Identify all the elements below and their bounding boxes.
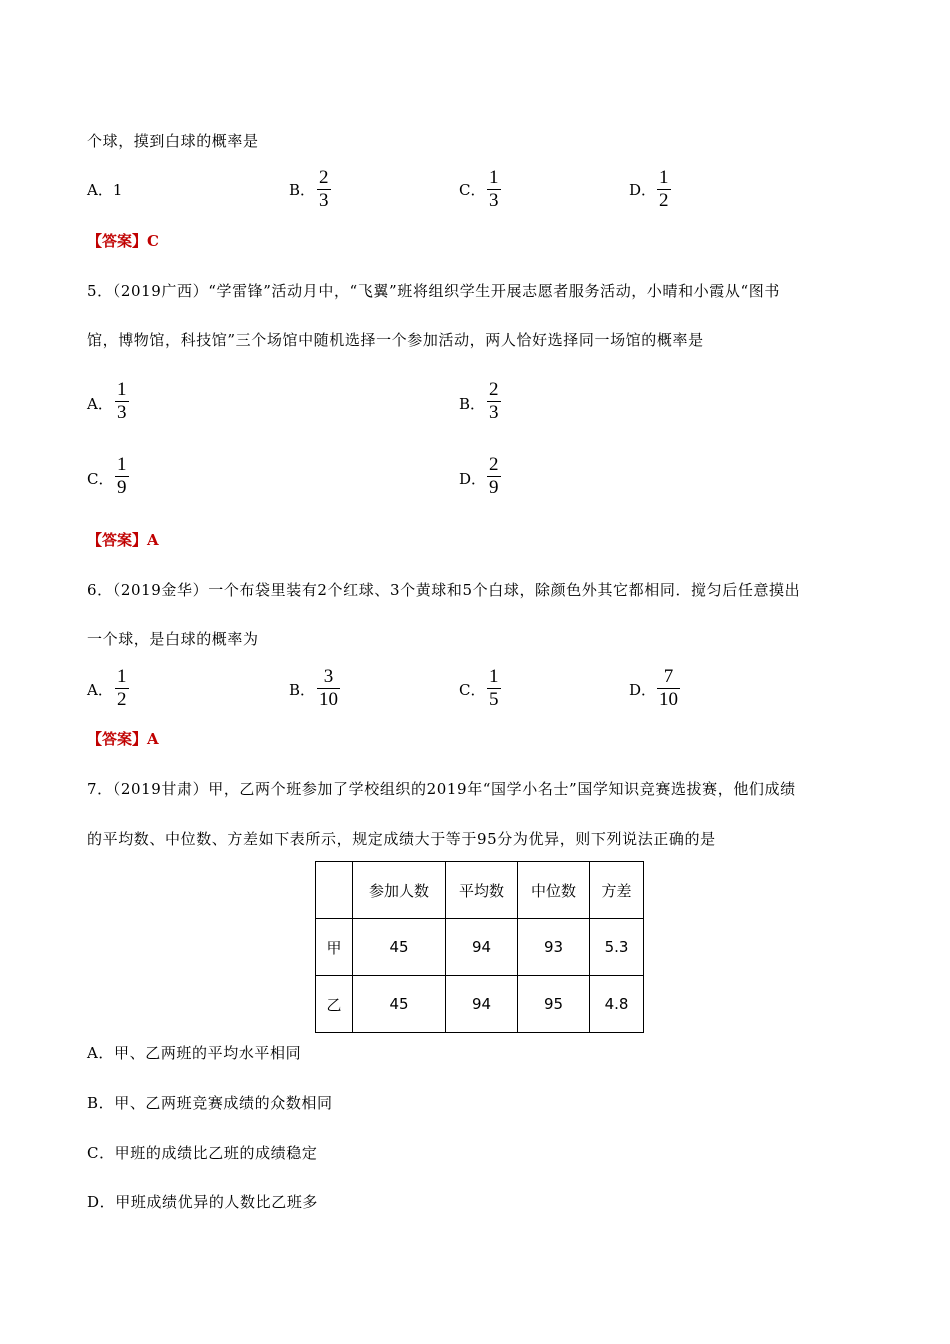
q7-option-b: B．甲、乙两班竞赛成绩的众数相同 [87,1094,333,1112]
q7-stem-line1: 7．（2019甘肃）甲，乙两个班参加了学校组织的2019年“国学小名士”国学知识竞赛选拔赛，他们成绩 [87,780,796,798]
table-row [316,919,644,976]
denominator: 9 [117,477,127,498]
denominator: 3 [489,402,499,423]
q6-stem-line2: 一个球，是白球的概率为 [87,630,259,648]
q7-stem-line2: 的平均数、中位数、方差如下表所示，规定成绩大于等于95分为优异，则下列说法正确的是 [87,830,716,848]
table-cell: 95 [518,976,590,1033]
fraction [116,666,128,711]
numerator: 1 [489,167,499,188]
table-cell: 45 [353,919,446,976]
option-label: D． [629,181,657,199]
option-label: B． [289,181,316,199]
denominator: 9 [489,477,499,498]
numerator: 1 [659,167,669,188]
table-cell: 5.3 [590,919,644,976]
q7-option-c: C．甲班的成绩比乙班的成绩稳定 [87,1144,318,1162]
denominator: 5 [489,689,499,710]
numerator: 2 [489,379,499,400]
option-label: B． [289,681,316,699]
denominator: 3 [489,190,499,211]
fraction [318,167,330,212]
fraction [488,454,500,499]
header-cell: 平均数 [446,862,518,919]
q5-stem-line2: 馆，博物馆，科技馆”三个场馆中随机选择一个参加活动，两人恰好选择同一场馆的概率是 [87,331,704,349]
fraction [658,167,670,212]
header-cell: 方差 [590,862,644,919]
table-cell: 93 [518,919,590,976]
q6-answer: 【答案】A [87,730,159,748]
option-label: C． [459,181,486,199]
numerator: 1 [117,666,127,687]
q4-stem-tail: 个球，摸到白球的概率是 [87,132,259,150]
numerator: 2 [489,454,499,475]
header-cell [316,862,353,919]
q6-stem-line1: 6．（2019金华）一个布袋里装有2个红球、3个黄球和5个白球，除颜色外其它都相同．搅匀后任意摸出 [87,581,801,599]
denominator: 10 [319,689,338,710]
option-label: D． [629,681,657,699]
option-label: A． [87,681,113,699]
option-label: D． [459,470,487,488]
fraction [658,666,679,711]
numerator: 1 [489,666,499,687]
option-label: A．1 [87,181,123,199]
header-cell: 参加人数 [353,862,446,919]
fraction [116,379,128,424]
denominator: 2 [117,689,127,710]
denominator: 3 [117,402,127,423]
scores-table [315,861,644,1033]
q7-option-a: A．甲、乙两班的平均水平相同 [87,1044,302,1062]
fraction [318,666,339,711]
denominator: 2 [659,190,669,211]
table-row [316,976,644,1033]
numerator: 1 [117,379,127,400]
q4-answer: 【答案】C [87,232,159,250]
header-cell: 中位数 [518,862,590,919]
table-cell: 甲 [316,919,353,976]
numerator: 2 [319,167,329,188]
table-cell: 4.8 [590,976,644,1033]
numerator: 3 [323,666,334,687]
denominator: 3 [319,190,329,211]
numerator: 7 [663,666,674,687]
fraction [488,666,500,711]
option-label: B． [459,395,486,413]
option-label: C． [459,681,486,699]
numerator: 1 [117,454,127,475]
q5-stem-line1: 5．（2019广西）“学雷锋”活动月中，“飞翼”班将组织学生开展志愿者服务活动，小晴和小霞从“图书 [87,282,780,300]
q5-answer: 【答案】A [87,531,159,549]
option-label: A． [87,395,113,413]
table-header-row [316,862,644,919]
table-cell: 94 [446,976,518,1033]
q7-option-d: D．甲班成绩优异的人数比乙班多 [87,1193,319,1211]
fraction [116,454,128,499]
denominator: 10 [659,689,678,710]
table-cell: 乙 [316,976,353,1033]
fraction [488,379,500,424]
option-label: C． [87,470,114,488]
fraction [488,167,500,212]
table-cell: 94 [446,919,518,976]
table-cell: 45 [353,976,446,1033]
